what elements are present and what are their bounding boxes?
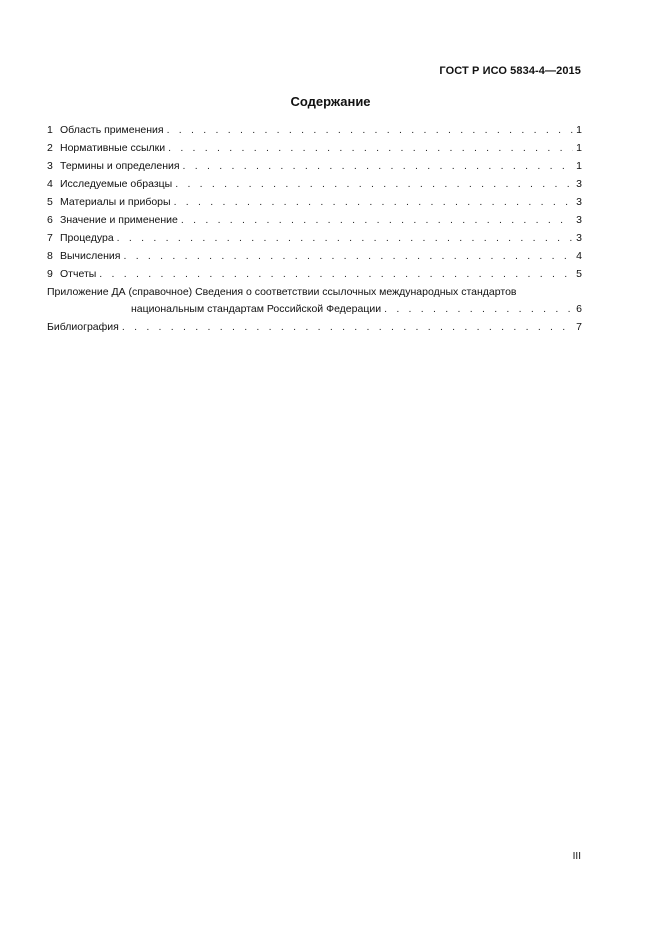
toc-entry-page: 3 — [576, 232, 582, 244]
toc-entry-title: Процедура — [60, 232, 114, 244]
toc-entry-title: Значение и применение — [60, 214, 178, 226]
toc-bibliography-title: Библиография — [47, 321, 119, 333]
dot-leader — [175, 175, 573, 193]
toc-entry-number: 9 — [47, 268, 53, 280]
toc-entry-number: 2 — [47, 142, 53, 154]
toc-entry-8[interactable] — [47, 247, 582, 265]
table-of-contents — [47, 121, 582, 336]
toc-entry-title: Отчеты — [60, 268, 97, 280]
toc-entry-4[interactable] — [47, 175, 582, 193]
dot-leader — [183, 157, 573, 175]
dot-leader — [384, 300, 573, 318]
toc-entry-6[interactable] — [47, 211, 582, 229]
toc-entry-page: 3 — [576, 214, 582, 226]
toc-entry-number: 1 — [47, 124, 53, 136]
toc-entry-title: Область применения — [60, 124, 164, 136]
dot-leader — [122, 318, 573, 336]
dot-leader — [117, 229, 573, 247]
toc-entry-page: 1 — [576, 142, 582, 154]
toc-entry-page: 3 — [576, 196, 582, 208]
dot-leader — [181, 211, 573, 229]
toc-entry-title: Материалы и приборы — [60, 196, 171, 208]
toc-entry-title: Вычисления — [60, 250, 121, 262]
toc-entry-number: 3 — [47, 160, 53, 172]
toc-title: Содержание — [290, 94, 371, 109]
toc-entry-page: 4 — [576, 250, 582, 262]
toc-appendix-line-2[interactable] — [47, 300, 582, 318]
dot-leader — [167, 121, 573, 139]
toc-entry-number: 5 — [47, 196, 53, 208]
toc-entry-number: 4 — [47, 178, 53, 190]
page-number: III — [572, 851, 581, 862]
dot-leader — [174, 193, 573, 211]
toc-entry-page: 1 — [576, 160, 582, 172]
toc-entry-title: Исследуемые образцы — [60, 178, 173, 190]
dot-leader — [123, 247, 573, 265]
toc-bibliography[interactable] — [47, 318, 582, 336]
toc-appendix-line-1[interactable] — [47, 283, 582, 300]
toc-entry-1[interactable] — [47, 121, 582, 139]
toc-entry-7[interactable] — [47, 229, 582, 247]
toc-appendix-title: Приложение ДА (справочное) Сведения о соответствии ссылочных международных стандартов — [47, 286, 517, 298]
toc-bibliography-page: 7 — [576, 321, 582, 333]
toc-entry-5[interactable] — [47, 193, 582, 211]
toc-entry-number: 6 — [47, 214, 53, 226]
toc-entry-3[interactable] — [47, 157, 582, 175]
toc-entry-title: Нормативные ссылки — [60, 142, 166, 154]
toc-entry-page: 5 — [576, 268, 582, 280]
toc-entry-number: 7 — [47, 232, 53, 244]
toc-appendix-page: 6 — [576, 303, 582, 315]
toc-entry-number: 8 — [47, 250, 53, 262]
toc-entry-page: 3 — [576, 178, 582, 190]
toc-entry-page: 1 — [576, 124, 582, 136]
toc-entry-title: Термины и определения — [60, 160, 180, 172]
toc-appendix-title-continued: национальным стандартам Российской Федерации — [131, 303, 382, 315]
dot-leader — [99, 265, 573, 283]
document-code: ГОСТ Р ИСО 5834-4—2015 — [439, 65, 581, 77]
dot-leader — [168, 139, 573, 157]
toc-entry-9[interactable] — [47, 265, 582, 283]
toc-entry-2[interactable] — [47, 139, 582, 157]
